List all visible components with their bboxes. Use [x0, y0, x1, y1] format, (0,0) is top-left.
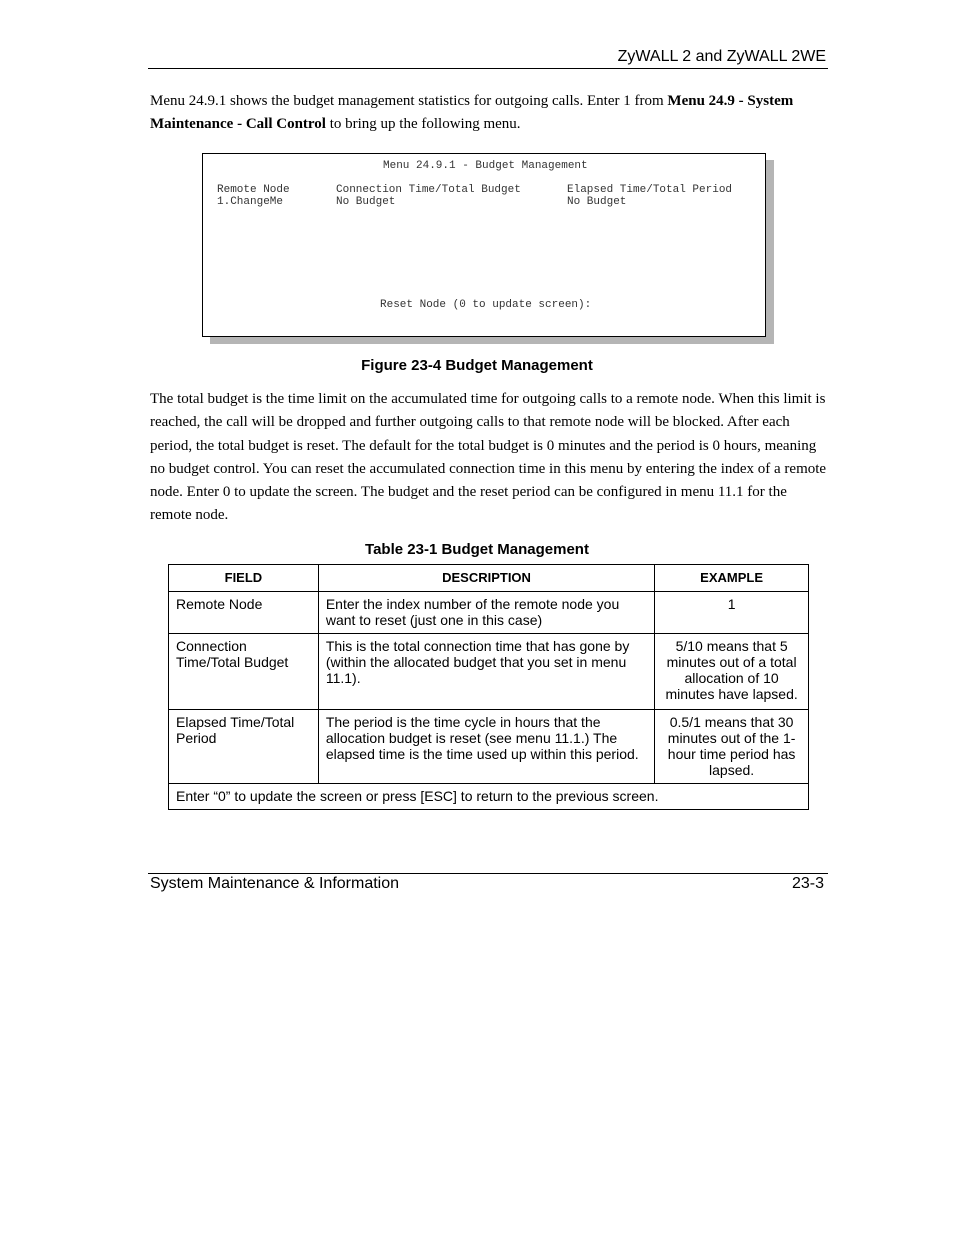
header-field: FIELD [169, 565, 319, 592]
table-caption: Table 23-1 Budget Management [365, 541, 589, 558]
row-description: The period is the time cycle in hours that the allocation budget is reset (see menu 11.1.) The elapsed time is the time used up within this period. [318, 710, 654, 784]
table-footer-row [169, 784, 809, 810]
table-row [169, 710, 809, 784]
row-description: Enter the index number of the remote node you want to reset (just one in this case) [318, 592, 654, 634]
row-field: Elapsed Time/Total Period [169, 710, 319, 784]
intro-text-1: Menu 24.9.1 shows the budget management statistics for outgoing calls. Enter 1 from [150, 93, 668, 109]
row-example: 5/10 means that 5 minutes out of a total allocation of 10 minutes have lapsed. [655, 634, 809, 710]
terminal-connection-value: No Budget [336, 196, 396, 208]
row-field: Remote Node [169, 592, 319, 634]
row-example: 1 [655, 592, 809, 634]
terminal-elapsed-header: Elapsed Time/Total Period [567, 184, 733, 196]
figure-caption: Figure 23-4 Budget Management [361, 357, 593, 374]
terminal-elapsed-value: No Budget [567, 196, 627, 208]
footer-section-title: System Maintenance & Information [150, 875, 400, 892]
header-example: EXAMPLE [655, 565, 809, 592]
table-row [169, 592, 809, 634]
intro-menu-reference: Menu 24.9 - System Maintenance - Call Control [150, 93, 794, 132]
header-description: DESCRIPTION [318, 565, 654, 592]
footer-page-number: 23-3 [791, 875, 824, 892]
intro-text-2: to bring up the following menu. [325, 116, 521, 132]
row-description: This is the total connection time that has gone by (within the allocated budget that you set in menu 11.1). [318, 634, 654, 710]
footer-rule [148, 873, 828, 874]
body-paragraph: The total budget is the time limit on the accumulated time for outgoing calls to a remote node. When this limit is reached, the call will be dropped and further outgoing calls to that remote node will be blocked. After each period, the total budget is reset. The default for the total budget is 0 minutes and the period is 0 hours, meaning no budget control. You can reset the accumulated connection time in this menu by entering the index of a remote node. Enter 0 to update the screen. The budget and the reset period can be configured in menu 11.1 for the remote node. [150, 391, 827, 524]
table-footer-note: Enter “0” to update the screen or press [ESC] to return to the previous screen. [169, 784, 809, 810]
intro-paragraph [150, 90, 830, 136]
terminal-remote-node-header: Remote Node [217, 184, 290, 196]
terminal-remote-node-value: 1.ChangeMe [217, 196, 284, 208]
row-example: 0.5/1 means that 30 minutes out of the 1-hour time period has lapsed. [655, 710, 809, 784]
page-header-title: ZyWALL 2 and ZyWALL 2WE [617, 48, 826, 65]
terminal-screen [202, 153, 766, 337]
row-field: Connection Time/Total Budget [169, 634, 319, 710]
header-rule [148, 68, 828, 69]
table-header-row [169, 565, 809, 592]
budget-management-table [168, 564, 809, 810]
terminal-title: Menu 24.9.1 - Budget Management [383, 160, 588, 172]
table-row [169, 634, 809, 710]
terminal-prompt: Reset Node (0 to update screen): [380, 299, 592, 311]
terminal-connection-header: Connection Time/Total Budget [336, 184, 521, 196]
